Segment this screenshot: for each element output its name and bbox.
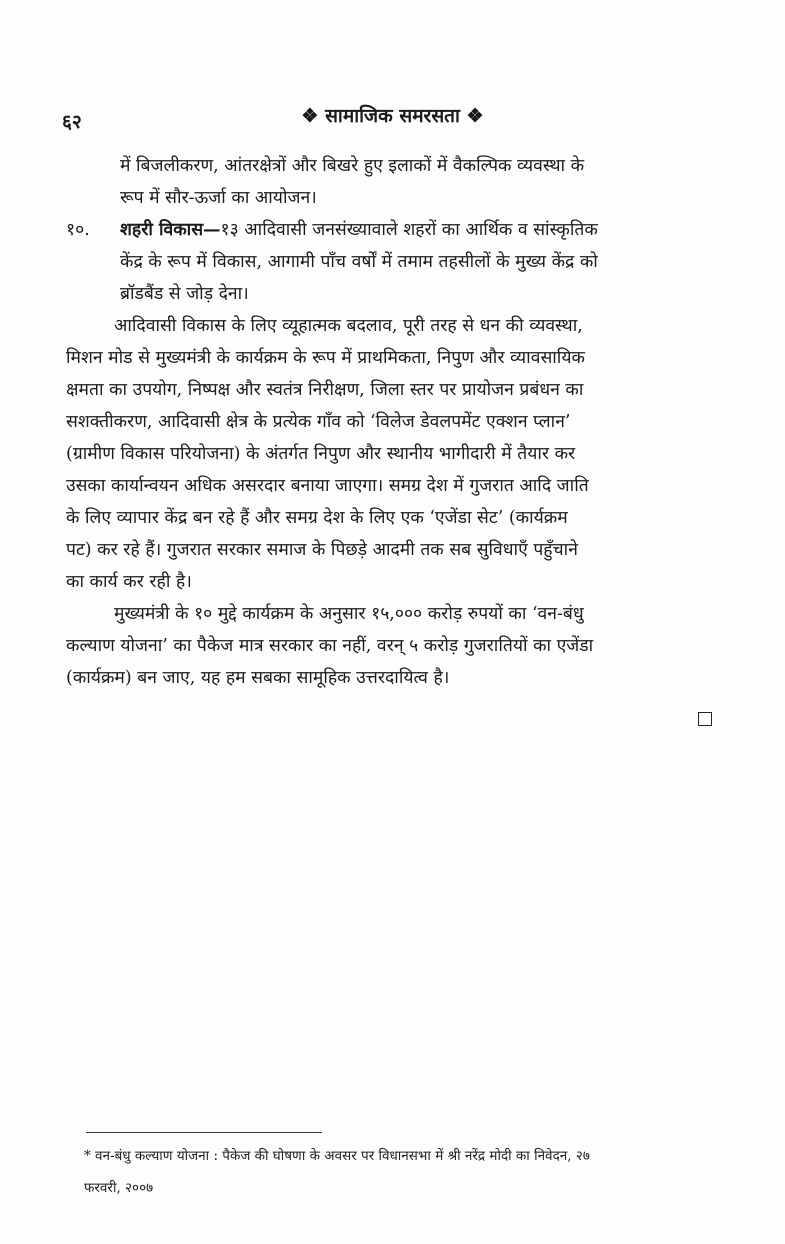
page-number: ६२ xyxy=(62,111,82,133)
text-line: केंद्र के रूप में विकास, आगामी पाँच वर्षों में तमाम तहसीलों के मुख्य केंद्र को xyxy=(120,252,598,272)
paragraph-first-line: मुख्यमंत्री के १० मुद्दे कार्यक्रम के अनुसार १५,००० करोड़ रुपयों का ‘वन-बंधु xyxy=(114,604,584,624)
text-line: उसका कार्यान्वयन अधिक असरदार बनाया जाएगा। समग्र देश में गुजरात आदि जाति xyxy=(66,476,589,496)
list-item-10 xyxy=(66,214,724,246)
item-text: १३ आदिवासी जनसंख्यावाले शहरों का आर्थिक व सांस्कृतिक xyxy=(220,220,598,240)
text-line: ब्रॉडबैंड से जोड़ देना। xyxy=(120,284,249,304)
item-heading: शहरी विकास— xyxy=(120,220,221,240)
text-line: मिशन मोड से मुख्यमंत्री के कार्यक्रम के रूप में प्राथमिकता, निपुण और व्यावसायिक xyxy=(66,348,585,368)
footnote xyxy=(84,1140,734,1204)
footnote-line: फरवरी, २००७ xyxy=(84,1180,154,1196)
paragraph-first-line: आदिवासी विकास के लिए व्यूहात्मक बदलाव, पूरी तरह से धन की व्यवस्था, xyxy=(114,316,583,336)
footnote-divider xyxy=(86,1132,322,1133)
item-number: १०. xyxy=(66,220,90,240)
text-line: (कार्यक्रम) बन जाए, यह हम सबका सामूहिक उत्तरदायित्व है। xyxy=(66,668,450,688)
text-line: का कार्य कर रही है। xyxy=(66,572,192,592)
body-text xyxy=(66,150,724,694)
text-line: कल्याण योजना’ का पैकेज मात्र सरकार का नहीं, वरन् ५ करोड़ गुजरातियों का एजेंडा xyxy=(66,636,594,656)
text-line: (ग्रामीण विकास परियोजना) के अंतर्गत निपुण और स्थानीय भागीदारी में तैयार कर xyxy=(66,444,576,464)
text-line: रूप में सौर-ऊर्जा का आयोजन। xyxy=(120,188,317,208)
text-line: में बिजलीकरण, आंतरक्षेत्रों और बिखरे हुए इलाकों में वैकल्पिक व्यवस्था के xyxy=(120,156,585,176)
end-of-chapter-square-icon xyxy=(698,712,712,726)
text-line: क्षमता का उपयोग, निष्पक्ष और स्वतंत्र निरीक्षण, जिला स्तर पर प्रायोजन प्रबंधन का xyxy=(66,380,584,400)
text-line: पट) कर रहे हैं। गुजरात सरकार समाज के पिछड़े आदमी तक सब सुविधाएँ पहुँचाने xyxy=(66,540,578,560)
running-title: ❖ सामाजिक समरसता ❖ xyxy=(301,105,484,127)
footnote-line: * वन-बंधु कल्याण योजना : पैकेज की घोषणा के अवसर पर विधानसभा में श्री नरेंद्र मोदी का निवेदन, २७ xyxy=(84,1148,590,1164)
text-line: के लिए व्यापार केंद्र बन रहे हैं और समग्र देश के लिए एक ‘एजेंडा सेट’ (कार्यक्रम xyxy=(66,508,568,528)
text-line: सशक्तीकरण, आदिवासी क्षेत्र के प्रत्येक गाँव को ‘विलेज डेवलपमेंट एक्शन प्लान’ xyxy=(66,412,571,432)
